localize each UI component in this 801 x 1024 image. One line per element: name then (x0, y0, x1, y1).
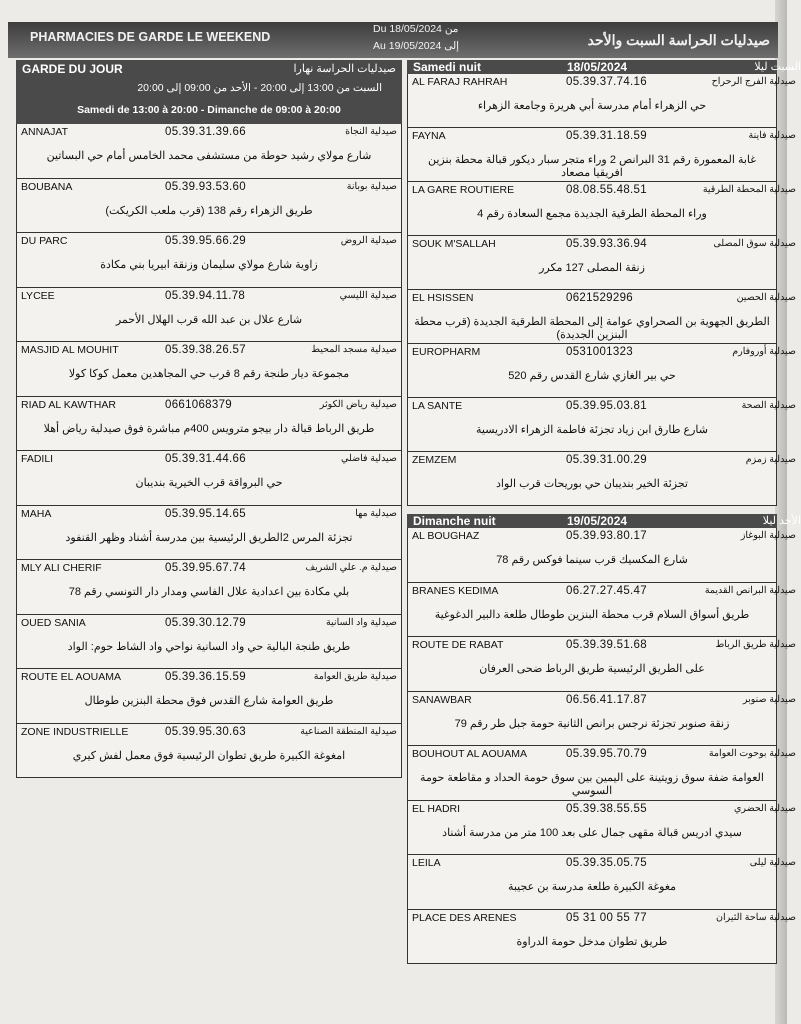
pharmacy-name-ar: صيدلية المحطة الطرقية (702, 184, 796, 195)
sunday-night-label: Dimanche nuit (413, 514, 496, 528)
pharmacy-name-ar: صيدلية ليلى (749, 857, 796, 868)
pharmacy-phone: 05.39.35.05.75 (566, 857, 647, 869)
pharmacy-address: حي البرواقة قرب الخيرية بنديبان (135, 477, 283, 489)
pharmacy-name-fr: ANNAJAT (21, 126, 69, 138)
pharmacy-phone: 05.39.95.66.29 (165, 235, 246, 247)
pharmacy-phone: 0531001323 (566, 346, 633, 358)
pharmacy-name-fr: AL BOUGHAZ (412, 530, 480, 542)
pharmacy-entry (16, 342, 402, 397)
pharmacy-name-ar: صيدلية البوغاز (740, 530, 796, 541)
day-duty-hours-ar: السبت من 13:00 إلى 20:00 - الأحد من 09:00 إلى 20:00 (137, 82, 382, 94)
pharmacy-address: امغوغة الكبيرة طريق تطوان الرئيسية فوق معمل لفش كيري (72, 749, 346, 762)
pharmacy-entry (407, 128, 796, 182)
pharmacy-name-fr: BOUBANA (21, 180, 73, 193)
saturday-night-header (407, 60, 801, 74)
pharmacy-entry (407, 290, 796, 344)
pharmacy-address: على الطريق الرئيسية طريق الرباط ضحى العرفان (479, 663, 705, 675)
pharmacy-phone: 05 31 00 55 77 (566, 911, 647, 924)
sunday-night-header (407, 514, 801, 528)
pharmacy-address: طريق الزهراء رقم 138 (قرب ملعب الكريكت) (105, 204, 313, 217)
pharmacy-entry (407, 692, 796, 747)
pharmacy-entry (16, 179, 402, 234)
pharmacy-phone: 05.39.93.36.94 (566, 238, 647, 250)
pharmacy-address: شارع المكسيك قرب سينما فوكس رقم 78 (496, 554, 688, 566)
pharmacy-name-fr: SOUK M'SALLAH (412, 238, 496, 250)
banner-date-to: Au 19/05/2024 إلى (373, 40, 460, 52)
day-duty-header (16, 60, 402, 124)
pharmacy-entry (16, 451, 402, 506)
pharmacy-entry (16, 233, 402, 288)
pharmacy-entry (407, 855, 796, 910)
pharmacy-entry (16, 615, 402, 670)
pharmacy-name-fr: LA GARE ROUTIERE (412, 184, 515, 196)
pharmacy-entry (407, 74, 796, 128)
pharmacy-name-ar: صيدلية رياض الكوثر (319, 398, 397, 410)
day-duty-hours-fr: Samedi de 13:00 à 20:00 - Dimanche de 09:00 à 20:00 (77, 104, 341, 116)
pharmacy-address: زنقة صنوبر تجزئة نرجس برانص الثانية حومة جبل طر رقم 79 (454, 717, 730, 730)
pharmacy-address: الطريق الجهوية بن الصحراوي عوامة إلى المحطة الطرقية الجديدة (قرب محطة البنزين الجديدة) (414, 316, 770, 341)
pharmacy-phone: 05.39.95.30.63 (165, 725, 246, 738)
pharmacy-name-fr: PLACE DES ARENES (412, 911, 517, 924)
pharmacy-name-fr: BRANES KEDIMA (412, 584, 499, 597)
pharmacy-name-fr: OUED SANIA (21, 616, 86, 629)
pharmacy-name-ar: صيدلية الصحة (741, 400, 796, 411)
pharmacy-address: طريق الرباط قبالة دار بيجو مترويس 400م مباشرة فوق صيدلية رياض أهلا (43, 422, 375, 435)
night-duty-column (407, 60, 801, 964)
pharmacy-address: طريق تطوان مدخل حومة الدراوة (516, 935, 668, 948)
pharmacy-entry (16, 669, 402, 724)
pharmacy-name-ar: صيدلية الفرج الرحراح (711, 76, 796, 87)
pharmacy-name-ar: صيدلية طريق العوامة (313, 671, 397, 682)
pharmacy-address: طريق أسواق السلام قرب محطة البنزين طوطال طلعة دالبير الدغوغية (434, 608, 750, 621)
pharmacy-phone: 05.39.95.14.65 (165, 507, 246, 520)
pharmacy-entry (16, 724, 402, 779)
day-duty-title-fr: GARDE DU JOUR (22, 62, 123, 76)
pharmacy-name-ar: صيدلية المنطقة الصناعية (300, 725, 397, 737)
pharmacy-phone: 05.39.39.51.68 (566, 639, 647, 651)
day-duty-column (16, 60, 402, 778)
pharmacy-phone: 05.39.95.03.81 (566, 400, 647, 412)
pharmacy-address: شارع مولاي رشيد حوطة من مستشفى محمد الخامس أمام حي البساتين (46, 150, 372, 162)
pharmacy-name-ar: صيدلية ساحة الثيران (716, 911, 796, 923)
pharmacy-phone: 05.39.30.12.79 (165, 616, 246, 629)
pharmacy-phone: 05.39.93.53.60 (165, 180, 246, 193)
pharmacy-address: تجزئة الخير بنديبان حي بوريحات قرب الواد (495, 478, 688, 490)
pharmacy-name-fr: AL FARAJ RAHRAH (412, 76, 508, 88)
pharmacy-name-fr: DU PARC (21, 235, 68, 247)
day-duty-title-ar: صيدليات الحراسة نهارا (293, 63, 396, 75)
pharmacy-address: وراء المحطة الطرقية الجديدة مجمع السعادة رقم 4 (477, 208, 707, 220)
pharmacy-address: بلي مكادة بين اعدادية علال الفاسي ومدار دار التونسي رقم 78 (68, 586, 350, 598)
pharmacy-name-ar: صيدلية مسجد المحيط (311, 344, 397, 355)
pharmacy-name-ar: صيدلية فاينة (748, 130, 796, 141)
pharmacy-address: حي بير الغازي شارع القدس رقم 520 (508, 370, 676, 382)
pharmacy-address: شارع علال بن عبد الله قرب الهلال الأحمر (115, 313, 303, 326)
pharmacy-phone: 06.27.27.45.47 (566, 584, 647, 597)
pharmacy-name-fr: MLY ALI CHERIF (21, 562, 102, 574)
pharmacy-entry (407, 637, 796, 692)
banner-date-from: Du 18/05/2024 من (373, 23, 459, 35)
pharmacy-name-ar: صيدلية طريق الرباط (715, 639, 796, 650)
pharmacy-address: طريق العوامة شارع القدس فوق محطة البنزين طوطال (84, 695, 334, 707)
pharmacy-entry (407, 528, 796, 583)
pharmacy-name-fr: RIAD AL KAWTHAR (21, 398, 116, 411)
pharmacy-name-ar: صيدلية زمزم (745, 454, 796, 465)
pharmacy-address: العوامة ضفة سوق زويتينة على اليمين بين سوق حومة الحداد و مقاطعة حومة السوسي (420, 772, 764, 797)
pharmacy-phone: 05.39.93.80.17 (566, 530, 647, 542)
pharmacy-phone: 05.39.95.67.74 (165, 562, 246, 574)
pharmacy-name-fr: EL HSISSEN (412, 292, 474, 304)
pharmacy-address: زنقة المصلى 127 مكرر (539, 262, 645, 274)
pharmacy-name-fr: ZEMZEM (412, 454, 457, 466)
pharmacy-name-fr: ZONE INDUSTRIELLE (21, 725, 129, 738)
pharmacy-address: مغوغة الكبيرة طلعة مدرسة بن عجيبة (507, 881, 677, 893)
pharmacy-entry (407, 398, 796, 452)
pharmacy-name-fr: LEILA (412, 857, 441, 869)
pharmacy-name-ar: صيدلية الروض (340, 235, 397, 246)
pharmacy-entry (407, 801, 796, 856)
pharmacy-phone: 0621529296 (566, 292, 633, 304)
pharmacy-entry (407, 583, 796, 638)
pharmacy-name-ar: صيدلية بوبانة (346, 180, 397, 192)
pharmacy-entry (407, 910, 796, 965)
pharmacy-entry (16, 288, 402, 343)
pharmacy-name-ar: صيدلية بوحوت العوامة (708, 748, 796, 759)
pharmacy-name-fr: MAHA (21, 507, 52, 520)
pharmacy-address: تجزئة المرس 2الطريق الرئيسية بين مدرسة أشناد وظهر القنفود (65, 531, 353, 544)
pharmacy-entry (407, 746, 796, 801)
pharmacy-name-fr: EUROPHARM (412, 346, 481, 358)
pharmacy-name-ar: صيدلية صنوبر (742, 693, 796, 705)
pharmacy-name-ar: صيدلية الليسي (339, 289, 397, 301)
pharmacy-entry (407, 344, 796, 398)
pharmacy-phone: 0661068379 (165, 398, 232, 411)
pharmacy-name-ar: صيدلية مها (355, 507, 397, 519)
pharmacy-name-fr: ROUTE DE RABAT (412, 639, 504, 651)
pharmacy-name-fr: FADILI (21, 453, 54, 465)
banner-title-fr: PHARMACIES DE GARDE LE WEEKEND (30, 30, 271, 44)
pharmacy-address: سيدي ادريس قبالة مقهى جمال على بعد 100 متر من مدرسة أشناد (442, 826, 742, 839)
sunday-night-label-ar: الأحد ليلا (762, 515, 801, 527)
pharmacy-phone: 05.39.38.26.57 (165, 344, 246, 356)
sunday-night-list (407, 528, 796, 964)
pharmacy-name-ar: صيدلية البرانص القديمة (704, 584, 796, 596)
pharmacy-entry (16, 397, 402, 452)
pharmacy-name-fr: MASJID AL MOUHIT (21, 344, 119, 356)
pharmacy-phone: 05.39.31.00.29 (566, 454, 647, 466)
pharmacy-name-fr: LA SANTE (412, 400, 463, 412)
pharmacy-entry (16, 506, 402, 561)
sunday-night-date: 19/05/2024 (567, 514, 628, 528)
pharmacy-phone: 05.39.37.74.16 (566, 76, 647, 88)
pharmacy-entry (407, 452, 796, 506)
pharmacy-name-fr: SANAWBAR (412, 693, 472, 706)
day-duty-list (16, 124, 402, 778)
saturday-night-date: 18/05/2024 (567, 60, 628, 74)
pharmacy-name-fr: FAYNA (412, 130, 446, 142)
pharmacy-name-ar: صيدلية أوروفارم (732, 346, 796, 357)
pharmacy-name-ar: صيدلية الحصين (736, 292, 796, 303)
pharmacy-phone: 05.39.38.55.55 (566, 802, 647, 815)
pharmacy-entry (407, 182, 796, 236)
pharmacy-name-fr: EL HADRI (412, 802, 461, 815)
pharmacy-entry (16, 560, 402, 615)
pharmacy-name-fr: LYCEE (21, 289, 55, 302)
pharmacy-phone: 05.39.95.70.79 (566, 748, 647, 760)
saturday-night-label-ar: السبت ليلا (754, 61, 801, 73)
pharmacy-name-ar: صيدلية م. علي الشريف (305, 562, 397, 573)
pharmacy-phone: 05.39.31.39.66 (165, 126, 246, 138)
pharmacy-name-ar: صيدلية سوق المصلى (713, 238, 796, 249)
pharmacy-address: شارع طارق ابن زياد تجزئة فاطمة الزهراء الادريسية (476, 424, 708, 436)
pharmacy-address: زاوية شارع مولاي سليمان وزنقة ابيريا بني مكادة (100, 259, 318, 271)
pharmacy-phone: 05.39.36.15.59 (165, 671, 246, 683)
pharmacy-address: مجموعة ديار طنجة رقم 8 قرب حي المجاهدين معمل كوكا كولا (68, 368, 350, 380)
pharmacy-phone: 05.39.31.44.66 (165, 453, 246, 465)
pharmacy-name-ar: صيدلية النجاة (345, 126, 397, 137)
banner-title-ar: صيدليات الحراسة السبت والأحد (587, 32, 770, 48)
saturday-night-list (407, 74, 796, 506)
pharmacy-entry (16, 124, 402, 179)
pharmacy-address: حي الزهراء أمام مدرسة أبي هريرة وجامعة الزهراء (477, 100, 707, 112)
pharmacy-phone: 05.39.31.18.59 (566, 130, 647, 142)
pharmacy-phone: 05.39.94.11.78 (165, 289, 246, 302)
pharmacy-address: غابة المعمورة رقم 31 البرانص 2 وراء متجر سبار ديكور قبالة محطة بنزين افريقيا مصعاد (427, 154, 757, 179)
pharmacy-name-fr: ROUTE EL AOUAMA (21, 671, 121, 683)
pharmacy-phone: 06.56.41.17.87 (566, 693, 647, 706)
pharmacy-entry (407, 236, 796, 290)
pharmacy-name-ar: صيدلية الحضري (734, 802, 796, 814)
pharmacy-name-ar: صيدلية فاضلي (341, 453, 397, 464)
pharmacy-phone: 08.08.55.48.51 (566, 184, 647, 196)
pharmacy-name-ar: صيدلية واد السانية (325, 616, 397, 628)
pharmacy-address: طريق طنجة البالية حي واد السانية نواحي واد الشاط حوم: الواد (67, 640, 351, 653)
top-banner (8, 22, 778, 58)
saturday-night-label: Samedi nuit (413, 60, 482, 74)
pharmacy-name-fr: BOUHOUT AL AOUAMA (412, 748, 527, 760)
